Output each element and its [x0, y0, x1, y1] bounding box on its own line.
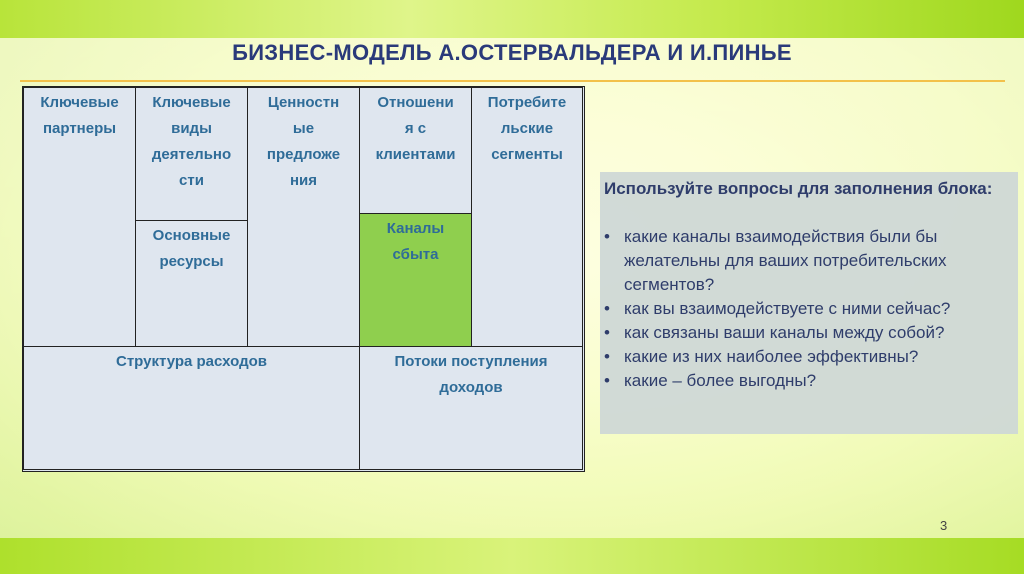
questions-panel — [604, 176, 1004, 393]
question-item: • какие – более выгодны? — [604, 369, 1004, 393]
cell-value-propositions: Ценностн ые предложе ния — [247, 87, 360, 347]
question-item: • какие каналы взаимодействия были бы желательны для ваших потребительских сегментов? — [604, 227, 947, 294]
bullet-icon: • — [604, 371, 610, 390]
question-item: • как связаны ваши каналы между собой? — [604, 321, 1004, 345]
cell-revenue-streams: Потоки поступления доходов — [359, 346, 583, 470]
cell-key-activities: Ключевые виды деятельно сти — [135, 87, 248, 221]
bullet-icon: • — [604, 323, 610, 342]
cell-cost-structure: Структура расходов — [23, 346, 360, 470]
cell-customer-relationships: Отношени я с клиентами — [359, 87, 472, 214]
question-item: • какие из них наиболее эффективны? — [604, 345, 1004, 369]
questions-heading: Используйте вопросы для заполнения блока: — [604, 179, 993, 198]
questions-list — [604, 225, 1004, 393]
slide-title: БИЗНЕС-МОДЕЛЬ А.ОСТЕРВАЛЬДЕРА И И.ПИНЬЕ — [232, 40, 792, 65]
bullet-icon: • — [604, 299, 610, 318]
bullet-icon: • — [604, 227, 610, 246]
cell-key-partners: Ключевые партнеры — [23, 87, 136, 347]
question-item: • как вы взаимодействуете с ними сейчас? — [604, 297, 1004, 321]
page-number: 3 — [940, 518, 948, 533]
cell-channels: Каналы сбыта — [359, 213, 472, 347]
top-decorative-band — [0, 0, 1024, 38]
business-model-canvas — [22, 86, 585, 472]
cell-customer-segments: Потребите льские сегменты — [471, 87, 583, 347]
title-divider — [20, 80, 1005, 82]
bullet-icon: • — [604, 347, 610, 366]
bottom-decorative-band — [0, 538, 1024, 574]
cell-key-resources: Основные ресурсы — [135, 220, 248, 347]
